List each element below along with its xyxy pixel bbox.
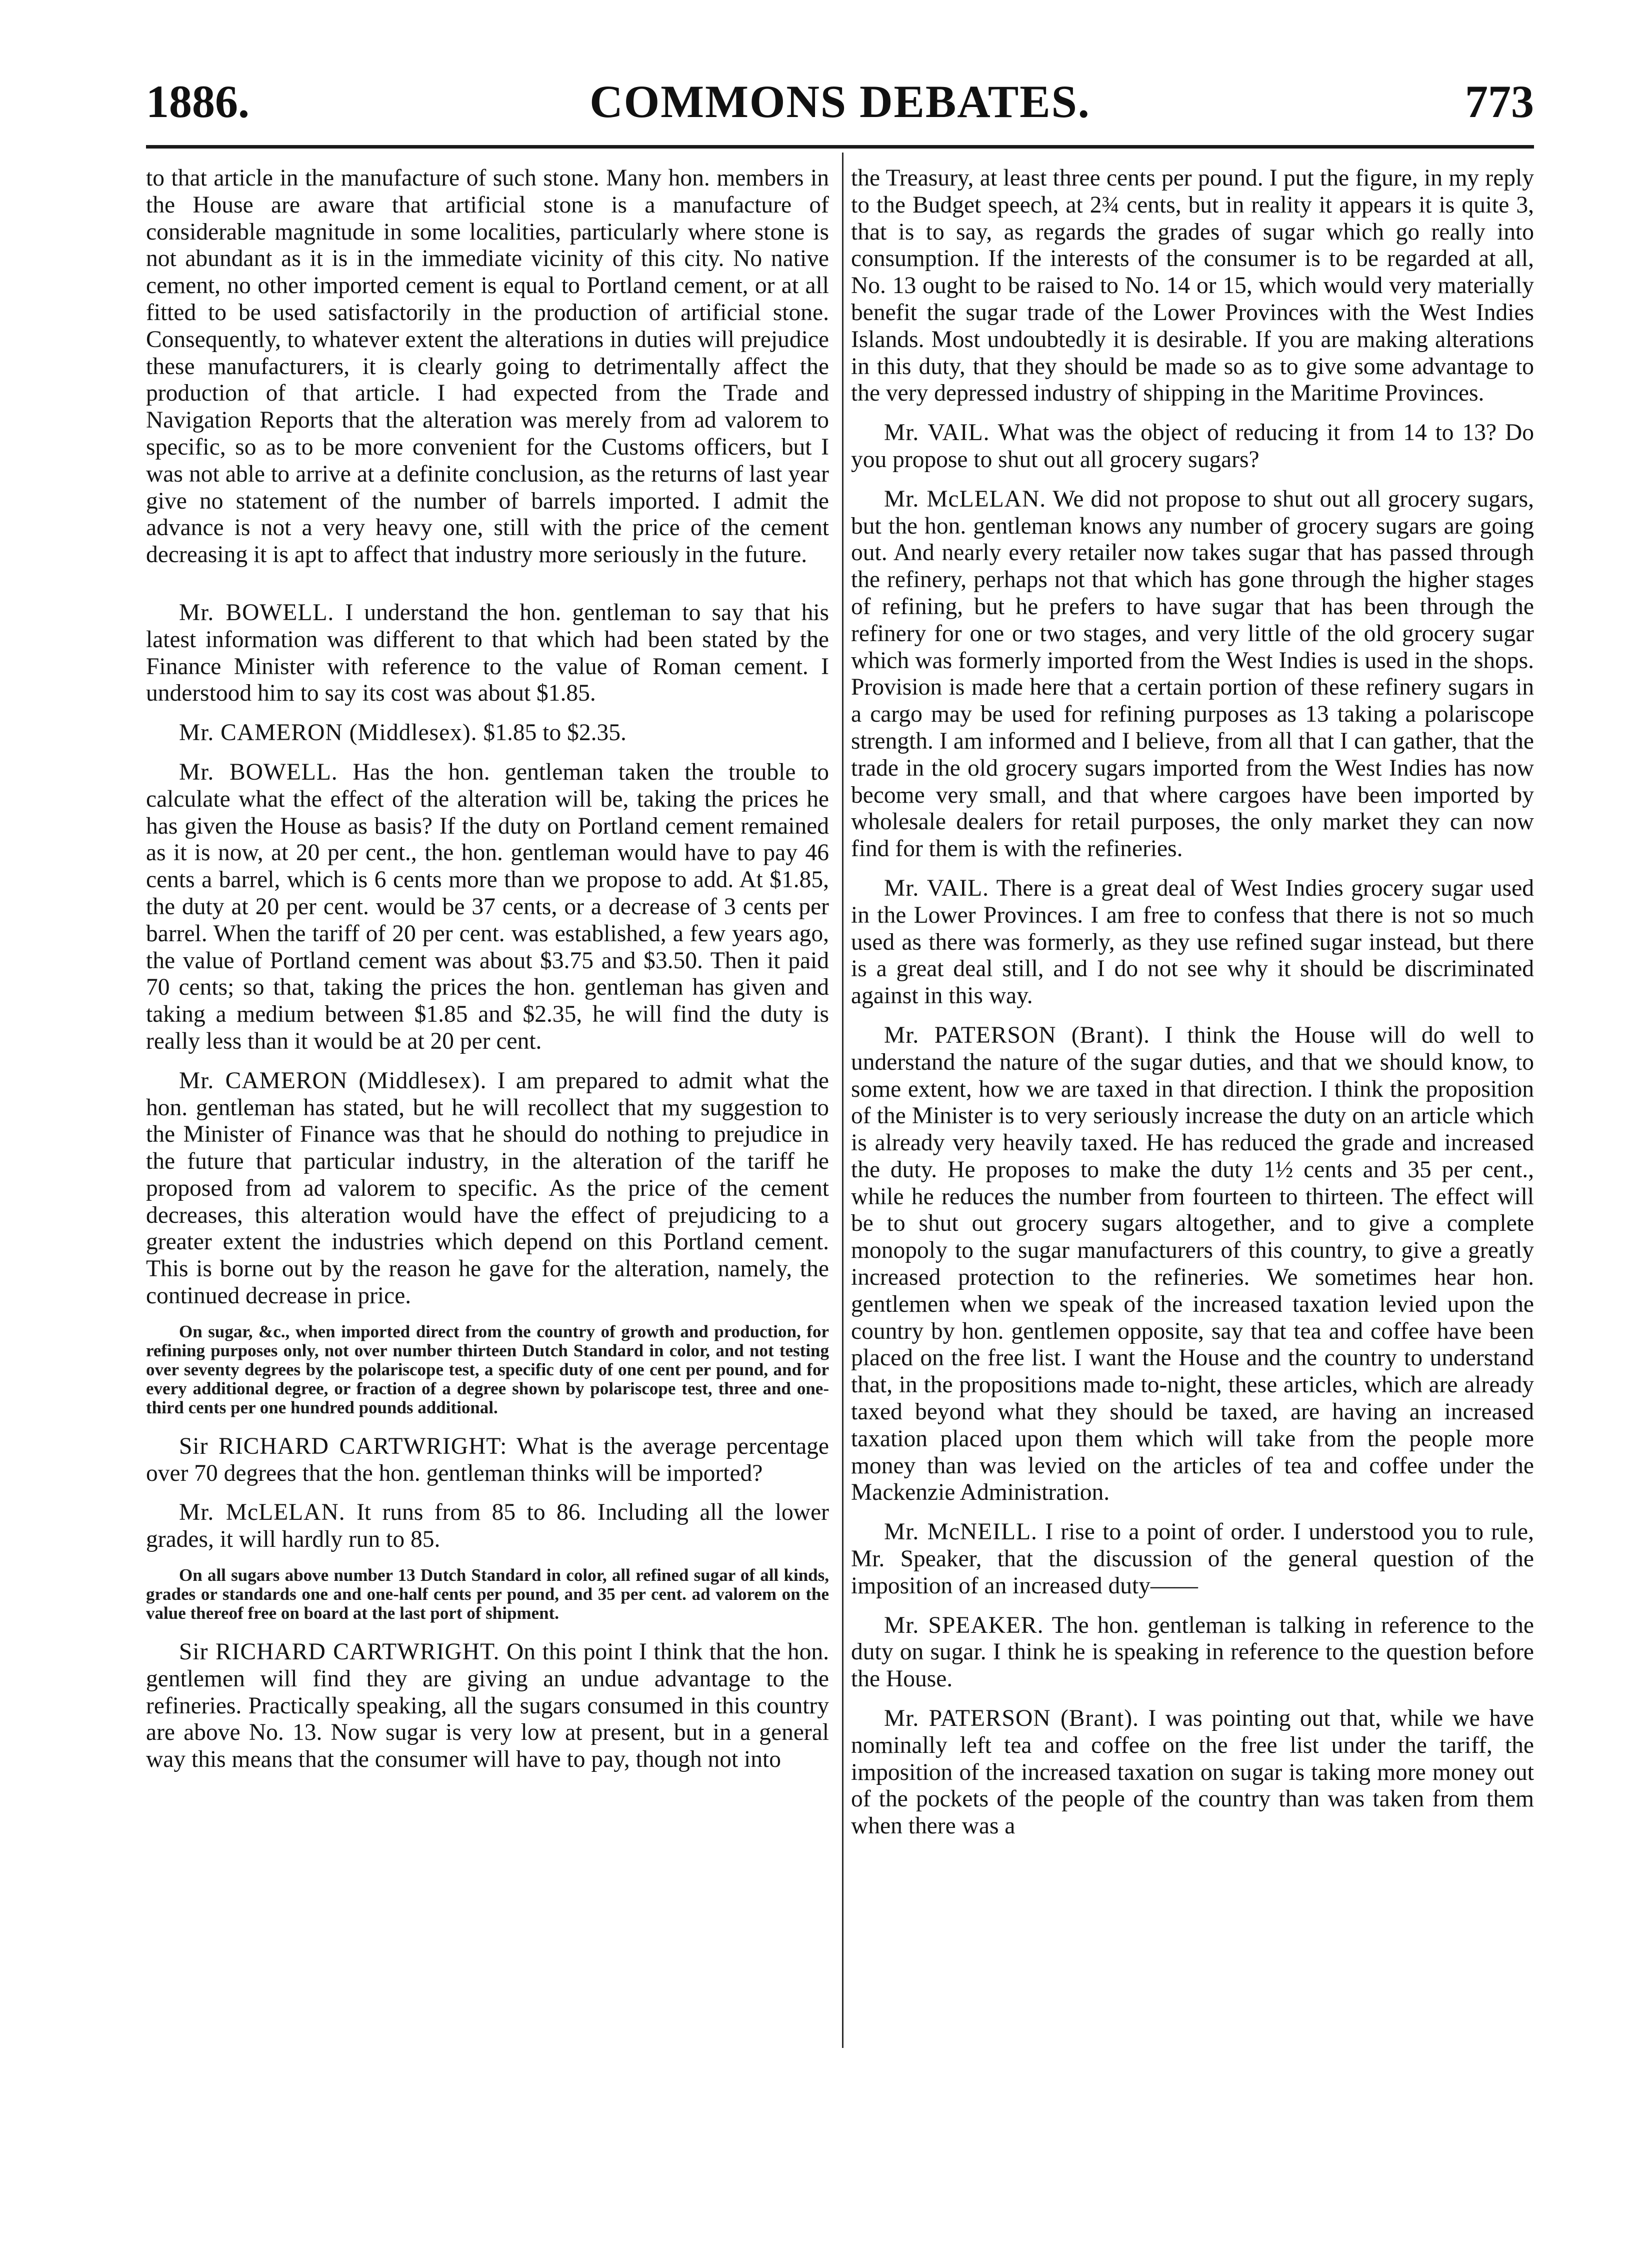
paragraph [146, 1068, 829, 1310]
paragraph-text: I rise to a point of order. I understood you to rule, Mr. Speaker, that the discussion of the general question of the imposition of an increased duty—— [851, 1519, 1534, 1599]
tariff-item [146, 1322, 829, 1417]
paragraph [851, 1705, 1534, 1840]
speaker-name: Mr. PATERSON (Brant). [884, 1022, 1150, 1048]
paragraph [851, 1519, 1534, 1599]
paragraph [851, 1022, 1534, 1506]
paragraph-text: I am prepared to admit what the hon. gentleman has stated, but he will recollect that my suggestion to the Minister of Finance was that he should do nothing to prejudice in the future that particular industry, in the alteration of the tariff he proposed from ad valorem to specific. As the price of the cement decreases, this alteration would have the effect of prejudicing to a greater extent the industries which depend on this Portland cement. This is borne out by the reason he gave for the alteration, namely, the continued decrease in price. [146, 1067, 829, 1309]
paragraph-text: $1.85 to $2.35. [483, 720, 626, 746]
paragraph-text: the Treasury, at least three cents per pound. I put the figure, in my reply to the Budget speech, at 2¾ cents, but in reality it appears it is quite 3, that is to say, as regards the grades of sugar which go really into consumption. If the interests of the consumer is to be regarded at all, No. 13 ought to be raised to No. 14 or 15, which would very materially benefit the sugar trade of the Lower Provinces with the West Indies Islands. Most undoubtedly it is desirable. If you are making alterations in this duty, that they should be made so as to give some advantage to the very depressed industry of shipping in the Maritime Provinces. [851, 165, 1534, 407]
speaker-name: Mr. CAMERON (Middlesex). [179, 720, 478, 746]
paragraph-text: It runs from 85 to 86. Including all the lower grades, it will hardly run to 85. [146, 1499, 829, 1553]
speaker-name: Mr. VAIL. [884, 875, 990, 901]
page-header [146, 59, 1534, 139]
paragraph-text: We did not propose to shut out all grocery sugars, but the hon. gentleman knows any number of grocery sugars are going out. And nearly every retailer now takes sugar that has passed through the refinery, perhaps not that which has gone through the higher stages of refining, but he prefers to have sugar that has been through the refinery for one or two stages, and very little of the old grocery sugar which was formerly imported from the West Indies is used in the shops. Provision is made here that a certain portion of these refinery sugars in a cargo may be used for refining purposes as 13 taking a polariscope strength. I am informed and I believe, from all that I can gather, that the trade in the old grocery sugars imported from the West Indies has now become very small, and that where cargoes have been imported by wholesale dealers for retail purposes, the only market they can now find for them is with the refineries. [851, 486, 1534, 862]
paragraph [146, 1499, 829, 1553]
header-rule [146, 145, 1534, 149]
paragraph-text: What was the object of reducing it from 14 to 13? Do you propose to shut out all grocery sugars? [851, 420, 1534, 473]
speaker-name: Mr. BOWELL. [179, 759, 338, 785]
paragraph [851, 486, 1534, 863]
speaker-name: Sir RICHARD CARTWRIGHT. [179, 1639, 500, 1665]
paragraph [146, 165, 829, 569]
paragraph [851, 420, 1534, 474]
paragraph-text: to that article in the manufacture of such stone. Many hon. members in the House are aware that artificial stone is a manufacture of considerable magnitude in some localities, particularly where stone is not abundant as it is in the immediate vicinity of this city. No native cement, no other imported cement is equal to Portland cement, or at all fitted to be used satisfactorily in the production of artificial stone. Consequently, to whatever extent the alterations in duties will prejudice these manufacturers, it is clearly going to detrimentally affect the production of that article. I had expected from the Trade and Navigation Reports that the alteration was merely from ad valorem to specific, so as to be more convenient for the Customs officers, but I was not able to arrive at a definite conclusion, as the returns of last year give no statement of the number of barrels imported. I admit the advance is not a very heavy one, still with the price of the cement decreasing it is apt to affect that industry more seriously in the future. [146, 165, 829, 568]
paragraph-text: I understand the hon. gentleman to say that his latest information was different to that which had been stated by the Finance Minister with reference to the value of Roman cement. I understood him to say its cost was about $1.85. [146, 599, 829, 707]
speaker-name: Mr. McNEILL. [884, 1519, 1038, 1545]
paragraph-text: The hon. gentleman is talking in reference to the duty on sugar. I think he is speaking in reference to the question before the House. [851, 1612, 1534, 1692]
speaker-name: Sir RICHARD CARTWRIGHT: [179, 1433, 508, 1459]
speaker-name: Mr. BOWELL. [179, 599, 334, 626]
tariff-item-text: On all sugars above number 13 Dutch Standard in color, all refined sugar of all kinds, grades or standards one and one-half cents per pound, and 35 per cent. ad valorem on the value thereof free on board at the last port of shipment. [146, 1565, 829, 1623]
paragraph-text: I think the House will do well to understand the nature of the sugar duties, and that we should know, to some extent, how we are taxed in that direction. I think the proposition of the Minister is to very seriously increase the duty on an article which is already very heavily taxed. He has reduced the grade and increased the duty. He proposes to make the duty 1½ cents and 35 per cent., while he reduces the number from fourteen to thirteen. The effect will be to shut out grocery sugars altogether, and to give a complete monopoly to the sugar manufacturers of this country, to give a greatly increased protection to the refineries. We sometimes hear hon. gentlemen when we speak of the increased taxation levied upon the country by hon. gentlemen opposite, say that tea and coffee have been placed on the free list. I want the House and the country to understand that, in the propositions made to-night, these articles, which are already taxed beyond what they should be taxed, are having an increased taxation placed upon them which will take from the people more money than was levied on the articles of tea and coffee under the Mackenzie Administration. [851, 1022, 1534, 1506]
paragraph-text: There is a great deal of West Indies grocery sugar used in the Lower Provinces. I am free to confess that there is not so much used as there was formerly, as they use refined sugar instead, but there is a great deal still, and I do not see why it should be discriminated against in this way. [851, 875, 1534, 1009]
paragraph-text: On this point I think that the hon. gentlemen will find they are giving an undue advantage to the refineries. Practically speaking, all the sugars consumed in this country are above No. 13. Now sugar is very low at present, but in a general way this means that the consumer will have to pay, though not into [146, 1639, 829, 1773]
right-column [851, 165, 1534, 2195]
speaker-name: Mr. VAIL. [884, 420, 990, 446]
paragraph [851, 165, 1534, 407]
paragraph [146, 1639, 829, 1773]
paragraph [146, 720, 829, 747]
header-page-number: 773 [1465, 76, 1534, 127]
paragraph-text: I was pointing out that, while we have nominally left tea and coffee on the free list under the tariff, the imposition of the increased taxation on sugar is taking more money out of the pockets of the people of the country than was taken from them when there was a [851, 1705, 1534, 1839]
speaker-name: Mr. CAMERON (Middlesex). [179, 1067, 487, 1094]
paragraph [146, 1433, 829, 1487]
paragraph [146, 759, 829, 1055]
header-year: 1886. [146, 76, 250, 127]
paragraph-text: What is the average percentage over 70 degrees that the hon. gentleman thinks will be imported? [146, 1433, 829, 1486]
column-divider [842, 153, 844, 2048]
speaker-name: Mr. McLELAN. [179, 1499, 346, 1526]
paragraph [851, 1612, 1534, 1693]
paragraph-text: Has the hon. gentleman taken the trouble to calculate what the effect of the alteration will be, taking the prices he has given the House as basis? If the duty on Portland cement remained as it is now, at 20 per cent., the hon. gentleman would have to pay 46 cents a barrel, which is 6 cents more than we propose to add. At $1.85, the duty at 20 per cent. would be 37 cents, or a decrease of 3 cents per barrel. When the tariff of 20 per cent. was established, a few years ago, the value of Portland cement was about $3.75 and $3.50. Then it paid 70 cents; so that, taking the prices the hon. gentleman has given and taking a medium between $1.85 and $2.35, he will find the duty is really less than it would be at 20 per cent. [146, 759, 829, 1054]
paragraph [146, 600, 829, 707]
paragraph [851, 875, 1534, 1010]
tariff-item [146, 1566, 829, 1623]
left-column [146, 165, 829, 2195]
speaker-name: Mr. McLELAN. [884, 486, 1046, 512]
speaker-name: Mr. PATERSON (Brant). [884, 1705, 1140, 1732]
tariff-item-text: On sugar, &c., when imported direct from the country of growth and production, for refining purposes only, not over number thirteen Dutch Standard in color, and not testing over seventy degrees by the polariscope test, a specific duty of one cent per pound, and for every additional degree, or fraction of a degree shown by polariscope test, three and one-third cents per one hundred pounds additional. [146, 1321, 829, 1417]
speaker-name: Mr. SPEAKER. [884, 1612, 1044, 1638]
header-title: COMMONS DEBATES. [590, 76, 1090, 127]
